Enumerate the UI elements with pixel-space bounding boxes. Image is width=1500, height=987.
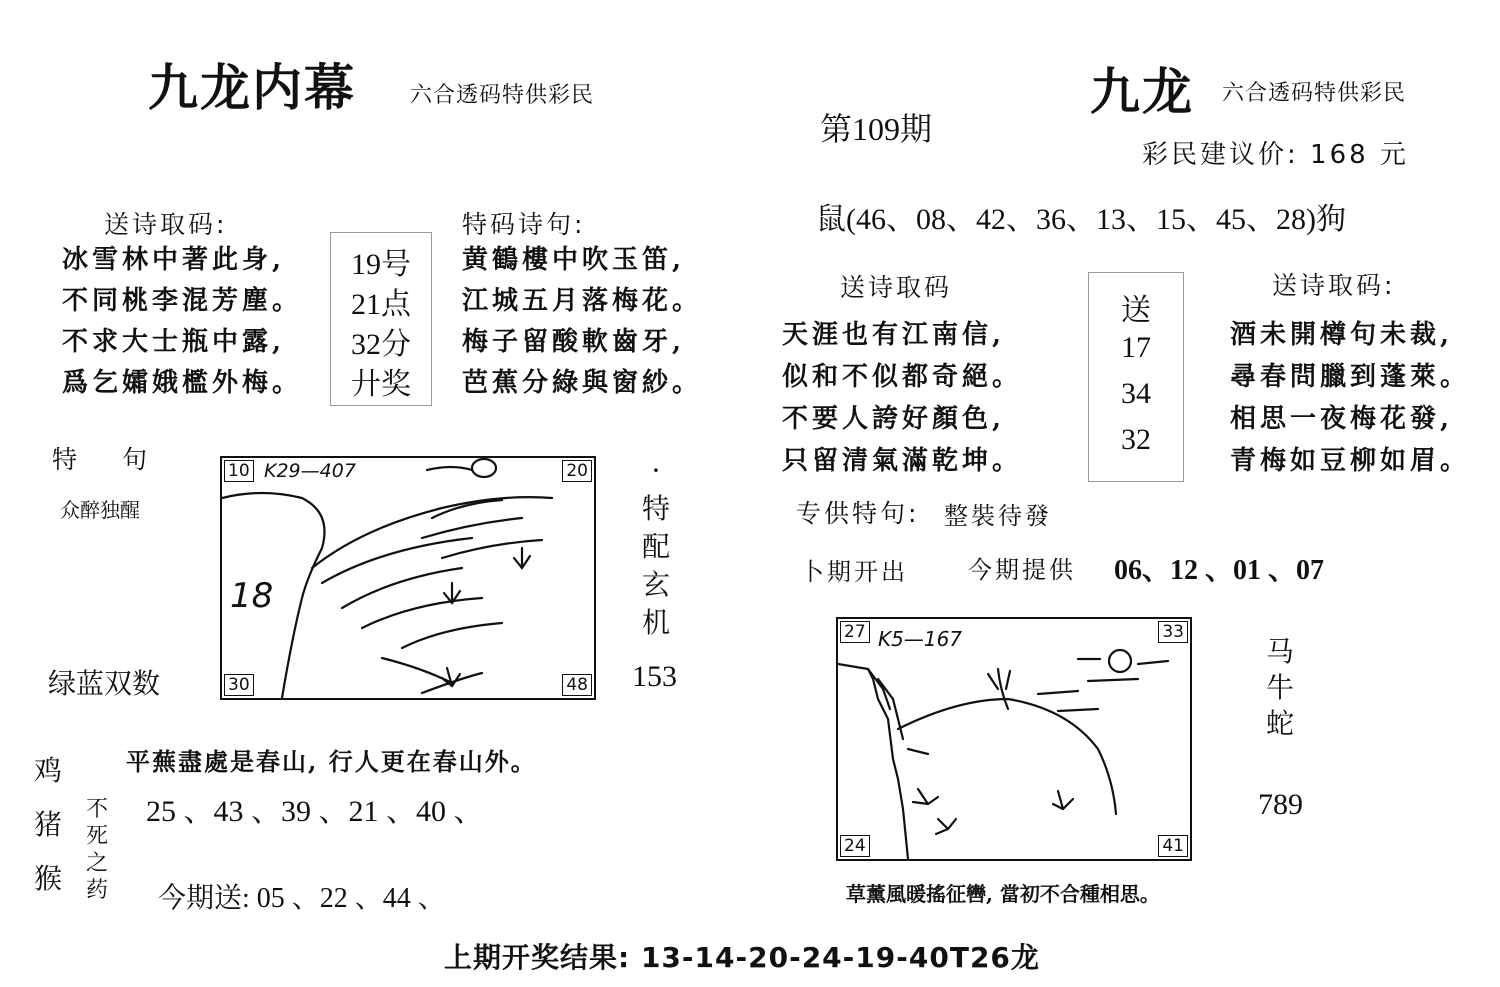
right-zodiac-1: 马 (1265, 635, 1294, 668)
left-sketch-corner-tr: 20 (562, 460, 592, 482)
left-poem-line-2: 不同桃李混芳塵。 (62, 286, 303, 316)
left-vertical-note (636, 452, 676, 642)
right-sketch-note: K5—167 (878, 627, 963, 651)
left-special-poem (462, 240, 702, 404)
right-subtitle: 六合透码特供彩民 (1222, 81, 1407, 106)
right-middle-line-1: 送 (1121, 294, 1151, 327)
right-poem-left-line-3: 不要人誇好顏色, (782, 404, 1006, 434)
right-poem-line: 草薰風暖搖征轡, 當初不合種相思。 (846, 882, 1160, 906)
right-poem-left-line-1: 天涯也有江南信, (782, 320, 1006, 350)
footer-result: 上期开奖结果: 13-14-20-24-19-40T26龙 (444, 941, 1040, 974)
left-middle-line-2: 21点 (351, 288, 411, 321)
left-poem-line-1: 冰雪林中著此身, (62, 245, 286, 275)
right-poem-right-line-3: 相思一夜梅花發, (1230, 404, 1454, 434)
right-special-text: 整裝待發 (944, 502, 1052, 530)
left-sketch-corner-bl: 30 (224, 674, 254, 696)
left-sketch-number: 18 (230, 576, 274, 616)
right-issue: 第109期 (820, 111, 933, 147)
right-title: 九龙 (1090, 62, 1194, 121)
left-number-row: 25 、43 、39 、21 、40 、 (146, 795, 484, 828)
left-zodiac-vertical (28, 744, 68, 906)
right-poem-right-line-4: 青梅如豆柳如眉。 (1230, 446, 1471, 476)
right-poem-label-left: 送诗取码 (840, 273, 953, 302)
left-poem-line-4: 爲乞孀娥檻外梅。 (62, 368, 303, 398)
left-busi-2: 死 (85, 824, 108, 849)
left-zodiac-3: 猴 (33, 862, 62, 895)
left-special-label: 特码诗句: (462, 210, 586, 239)
left-poem-line: 平蕪盡處是春山, 行人更在春山外。 (126, 747, 537, 776)
right-poem-left (782, 314, 1022, 482)
left-subtitle: 六合透码特供彩民 (410, 83, 595, 108)
right-poem-right-line-1: 酒未開樽句未裁, (1230, 320, 1454, 350)
left-zodiac-1: 鸡 (33, 754, 62, 787)
right-middle-line-4: 32 (1121, 423, 1151, 456)
left-vertical-char-1: · (651, 454, 661, 487)
left-poem-label: 送诗取码: (104, 210, 228, 239)
right-poem-label-right: 送诗取码: (1272, 271, 1396, 300)
left-te-ju-label: 特 句 (52, 445, 158, 474)
left-sketch-drawing (222, 458, 594, 698)
right-right-number: 789 (1258, 788, 1303, 821)
right-number-line: 鼠(46、08、42、36、13、15、45、28)狗 (816, 203, 1346, 236)
left-color-label: 绿蓝双数 (48, 667, 161, 700)
right-poem-left-line-2: 似和不似都奇絕。 (782, 362, 1023, 392)
right-poem-right (1230, 314, 1470, 482)
right-poem-right-line-2: 尋春問臘到蓬萊。 (1230, 362, 1471, 392)
right-provide-numbers: 06、12 、01 、07 (1114, 555, 1325, 586)
right-middle-box (1088, 272, 1184, 482)
right-zodiac-2: 牛 (1265, 671, 1294, 704)
left-middle-line-4: 廾奖 (351, 368, 411, 401)
left-busi-vertical (82, 796, 112, 904)
left-vertical-char-5: 机 (641, 606, 670, 639)
right-last-label: 卜期开出 (800, 558, 908, 586)
right-price: 彩民建议价: 168 元 (1142, 140, 1409, 170)
left-middle-box (330, 232, 432, 406)
left-special-line-3: 梅子留酸軟齒牙, (462, 327, 686, 357)
left-sketch-corner-tl: 10 (224, 460, 254, 482)
left-middle-line-3: 32分 (351, 328, 411, 361)
left-busi-4: 药 (85, 878, 108, 903)
right-middle-line-2: 17 (1121, 331, 1151, 364)
right-sketch-corner-bl: 24 (840, 835, 870, 857)
right-zodiac-3: 蛇 (1265, 707, 1294, 740)
right-sketch (836, 617, 1192, 861)
left-zodiac-2: 猪 (33, 808, 62, 841)
left-right-number: 153 (632, 660, 677, 693)
left-sketch-corner-br: 48 (562, 674, 592, 696)
left-jin-qi-song: 今期送: 05 、22 、44 、 (158, 883, 446, 914)
right-sketch-corner-tl: 27 (840, 621, 870, 643)
right-provide-label: 今期提供 (968, 556, 1076, 584)
left-title: 九龙内幕 (148, 58, 356, 117)
left-busi-3: 之 (85, 851, 108, 876)
left-busi-1: 不 (85, 797, 108, 822)
left-special-line-4: 芭蕉分綠與窗紗。 (462, 368, 703, 398)
left-vertical-char-3: 配 (641, 530, 670, 563)
left-vertical-char-2: 特 (641, 492, 670, 525)
left-poem-line-3: 不求大士瓶中露, (62, 327, 286, 357)
right-zodiac-vertical (1260, 634, 1300, 742)
right-poem-left-line-4: 只留清氣滿乾坤。 (782, 446, 1023, 476)
right-sketch-corner-br: 41 (1158, 835, 1188, 857)
left-middle-line-1: 19号 (351, 248, 411, 281)
left-sketch (220, 456, 596, 700)
left-te-ju-text: 众醉独醒 (60, 498, 140, 522)
right-special-label: 专供特句: (796, 499, 920, 528)
left-vertical-char-4: 玄 (641, 568, 670, 601)
left-sketch-note: K29—407 (264, 460, 356, 482)
left-poem (62, 240, 302, 404)
left-special-line-1: 黄鶴樓中吹玉笛, (462, 245, 686, 275)
right-sketch-drawing (838, 619, 1190, 859)
right-middle-line-3: 34 (1121, 377, 1151, 410)
left-special-line-2: 江城五月落梅花。 (462, 286, 703, 316)
right-sketch-corner-tr: 33 (1158, 621, 1188, 643)
